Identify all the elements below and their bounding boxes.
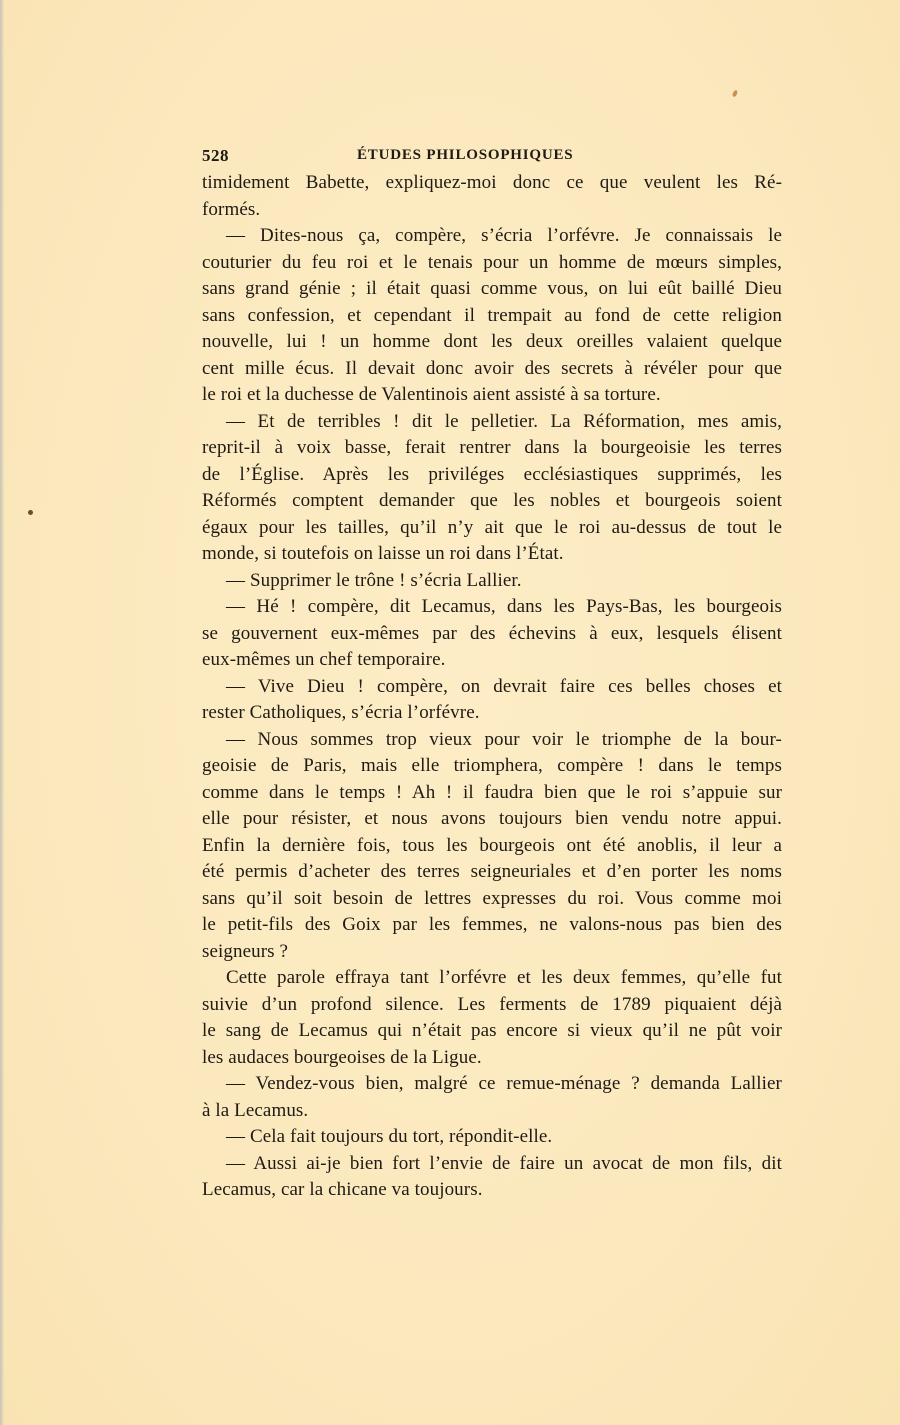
text-line: le roi et la duchesse de Valentinois aient assisté à sa torture.: [202, 384, 661, 405]
text-line: — Cela fait toujours du tort, répondit-elle.: [226, 1126, 553, 1147]
text-line: elle pour résister, et nous avons toujours bien vendu notre appui.: [202, 808, 782, 829]
text-line: cent mille écus. Il devait donc avoir des secrets à révéler pour que: [202, 357, 782, 379]
text-line: couturier du feu roi et le tenais pour un homme de mœurs simples,: [202, 251, 782, 273]
text-line: geoisie de Paris, mais elle triomphera, compère ! dans le temps: [202, 755, 782, 776]
paper-stain: [28, 510, 33, 515]
text-line: eux-mêmes un chef temporaire.: [202, 649, 446, 670]
text-line: — Vendez-vous bien, malgré ce remue-ménage ? demanda Lallier: [226, 1073, 782, 1094]
text-line: reprit-il à voix basse, ferait rentrer dans la bourgeoisie les terres: [202, 437, 782, 458]
paragraph: [202, 1124, 782, 1151]
text-line: sans qu’il soit besoin de lettres expresses du roi. Vous comme moi: [202, 887, 782, 909]
text-line: Lecamus, car la chicane va toujours.: [202, 1179, 483, 1200]
body-text: [202, 170, 782, 1204]
text-line: de l’Église. Après les priviléges ecclésiastiques supprimés, les: [202, 463, 782, 485]
paragraph: [202, 1151, 782, 1204]
paragraph: [202, 965, 782, 1071]
paragraph: [202, 594, 782, 674]
text-line: formés.: [202, 198, 261, 220]
text-line: sans grand génie ; il était quasi comme vous, on lui eût baillé Dieu: [202, 278, 782, 299]
text-line: égaux pour les tailles, qu’il n’y ait que le roi au-dessus de tout le: [202, 516, 782, 538]
text-line: — Dites-nous ça, compère, s’écria l’orfévre. Je connaissais le: [226, 225, 782, 246]
page-header: [202, 146, 614, 166]
paragraph: [202, 409, 782, 568]
text-line: le sang de Lecamus qui n’était pas encore si vieux qu’il ne pût voir: [202, 1020, 782, 1041]
text-line: — Aussi ai-je bien fort l’envie de faire un avocat de mon fils, dit: [226, 1152, 782, 1174]
text-line: se gouvernent eux-mêmes par des échevins à eux, lesquels élisent: [202, 622, 782, 644]
paragraph: [202, 568, 782, 595]
text-line: — Vive Dieu ! compère, on devrait faire ces belles choses et: [226, 675, 782, 697]
text-line: été permis d’acheter des terres seigneuriales et d’en porter les noms: [202, 861, 782, 882]
text-line: — Supprimer le trône ! s’écria Lallier.: [226, 569, 522, 591]
paragraph: [202, 1071, 782, 1124]
page-edge-shadow: [0, 0, 4, 1425]
text-line: à la Lecamus.: [202, 1099, 309, 1121]
running-title: ÉTUDES PHILOSOPHIQUES: [357, 147, 574, 163]
paper-stain: [732, 89, 739, 97]
text-line: les audaces bourgeoises de la Ligue.: [202, 1046, 482, 1068]
text-line: nouvelle, lui ! un homme dont les deux oreilles valaient quelque: [202, 331, 782, 352]
page-number: 528: [202, 146, 229, 165]
text-line: suivie d’un profond silence. Les ferments de 1789 piquaient déjà: [202, 993, 782, 1015]
text-line: — Et de terribles ! dit le pelletier. La Réformation, mes amis,: [226, 410, 782, 432]
text-line: Enfin la dernière fois, tous les bourgeois ont été anoblis, il leur a: [202, 834, 782, 856]
text-line: le petit-fils des Goix par les femmes, ne valons-nous pas bien des: [202, 914, 782, 935]
text-line: comme dans le temps ! Ah ! il faudra bien que le roi s’appuie sur: [202, 781, 782, 803]
text-line: Cette parole effraya tant l’orfévre et les deux femmes, qu’elle fut: [226, 967, 782, 988]
text-line: sans confession, et cependant il trempait au fond de cette religion: [202, 304, 782, 326]
paragraph: [202, 170, 782, 223]
text-line: timidement Babette, expliquez-moi donc ce que veulent les Ré-: [202, 172, 782, 193]
text-line: — Nous sommes trop vieux pour voir le triomphe de la bour-: [226, 728, 782, 750]
paragraph: [202, 223, 782, 409]
paragraph: [202, 727, 782, 966]
text-line: rester Catholiques, s’écria l’orfévre.: [202, 702, 480, 723]
text-line: Réformés comptent demander que les nobles et bourgeois soient: [202, 490, 782, 511]
text-line: — Hé ! compère, dit Lecamus, dans les Pays-Bas, les bourgeois: [226, 596, 782, 617]
text-line: seigneurs ?: [202, 940, 289, 962]
text-line: monde, si toutefois on laisse un roi dans l’État.: [202, 543, 564, 564]
paragraph: [202, 674, 782, 727]
